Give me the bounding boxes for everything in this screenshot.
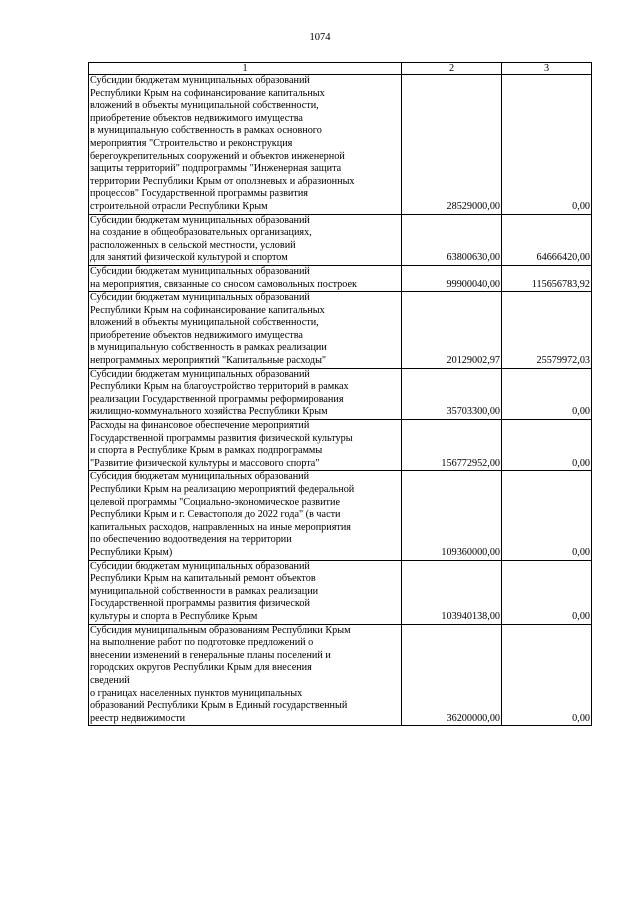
row-description-text: Субсидия бюджетам муниципальных образований Республики Крым на реализацию мероприятий федеральной целевой программы "Социально-экономическое развитие Республики Крым и г. Севастополя до 2022 года" (в части капитальных расходов, направленных на иные мероприятия по обеспечению водоотведения на территории Республики Крым) — [90, 471, 355, 558]
row-description-text: Субсидии бюджетам муниципальных образований Республики Крым на благоустройство территорий в рамках реализации Государственной программы реформирования жилищно-коммунального хозяйства Республики Крым — [90, 368, 349, 418]
row-description-text: Субсидия муниципальным образованиям Республики Крым на выполнение работ по подготовке предложений о внесении изменений в генеральные планы поселений и городских округов Республики Крым для внесения сведений о границах населенных пунктов муниципальных образований Республики Крым в Единый государственный реестр недвижимости — [90, 624, 351, 724]
row-amount-col3: 25579972,03 — [502, 292, 592, 369]
row-amount-col3: 0,00 — [502, 368, 592, 419]
row-description-text: Субсидии бюджетам муниципальных образований на мероприятия, связанные со сносом самовольных построек — [90, 265, 357, 290]
column-header-2: 2 — [402, 63, 502, 75]
row-description-text: Субсидии бюджетам муниципальных образований Республики Крым на софинансирование капитальных вложений в объекты муниципальной собственности, приобретение объектов недвижимого имущества в муниципальную собственность в рамках реализации непрограммных мероприятий "Капитальные расходы" — [90, 292, 327, 367]
row-description — [89, 214, 402, 265]
row-description-text: Субсидии бюджетам муниципальных образований Республики Крым на капитальный ремонт объектов муниципальной собственности в рамках реализации Государственной программы развития физической культуры и спорта в Республике Крым — [90, 560, 319, 622]
row-description-text: Субсидии бюджетам муниципальных образований Республики Крым на софинансирование капитальных вложений в объекты муниципальной собственности, приобретение объектов недвижимого имущества в муниципальную собственность в рамках основного мероприятия "Строительство и реконструкция берегоукрепительных сооружений и объектов инженерной защиты территорий" подпрограммы "Инженерная защита территории Республики Крым от оползневых и абразионных процессов" Государственной программы развития строительной отрасли Республики Крым — [90, 75, 355, 212]
row-amount-col3: 115656783,92 — [502, 265, 592, 291]
row-amount-col2: 156772952,00 — [402, 420, 502, 471]
row-amount-col3: 0,00 — [502, 624, 592, 726]
row-description-text: Субсидии бюджетам муниципальных образований на создание в общеобразовательных организациях, расположенных в сельской местности, условий для занятий физической культурой и спортом — [90, 214, 312, 264]
table-row — [89, 560, 592, 624]
row-description — [89, 368, 402, 419]
row-amount-col3: 64666420,00 — [502, 214, 592, 265]
row-description — [89, 560, 402, 624]
row-description — [89, 75, 402, 215]
table-row — [89, 471, 592, 560]
row-amount-col2: 20129002,97 — [402, 292, 502, 369]
row-amount-col2: 63800630,00 — [402, 214, 502, 265]
table-row — [89, 624, 592, 726]
row-description — [89, 471, 402, 560]
row-description — [89, 624, 402, 726]
row-amount-col3: 0,00 — [502, 420, 592, 471]
table-row — [89, 420, 592, 471]
budget-table — [88, 62, 592, 726]
table-row — [89, 214, 592, 265]
column-header-3: 3 — [502, 63, 592, 75]
row-amount-col2: 103940138,00 — [402, 560, 502, 624]
row-amount-col2: 36200000,00 — [402, 624, 502, 726]
row-amount-col3: 0,00 — [502, 471, 592, 560]
table-row — [89, 292, 592, 369]
table-row — [89, 265, 592, 291]
row-description-text: Расходы на финансовое обеспечение мероприятий Государственной программы развития физической культуры и спорта в Республике Крым в рамках подпрограммы "Развитие физической культуры и массового спорта" — [90, 420, 353, 469]
row-description — [89, 292, 402, 369]
row-amount-col3: 0,00 — [502, 75, 592, 215]
row-amount-col2: 99900040,00 — [402, 265, 502, 291]
row-description — [89, 265, 402, 291]
row-amount-col2: 28529000,00 — [402, 75, 502, 215]
table-row — [89, 368, 592, 419]
column-header-1: 1 — [89, 63, 402, 75]
row-amount-col2: 109360000,00 — [402, 471, 502, 560]
row-description — [89, 420, 402, 471]
table-row — [89, 75, 592, 215]
page-number: 1074 — [309, 32, 331, 43]
row-amount-col3: 0,00 — [502, 560, 592, 624]
table-header-row — [89, 63, 592, 75]
row-amount-col2: 35703300,00 — [402, 368, 502, 419]
